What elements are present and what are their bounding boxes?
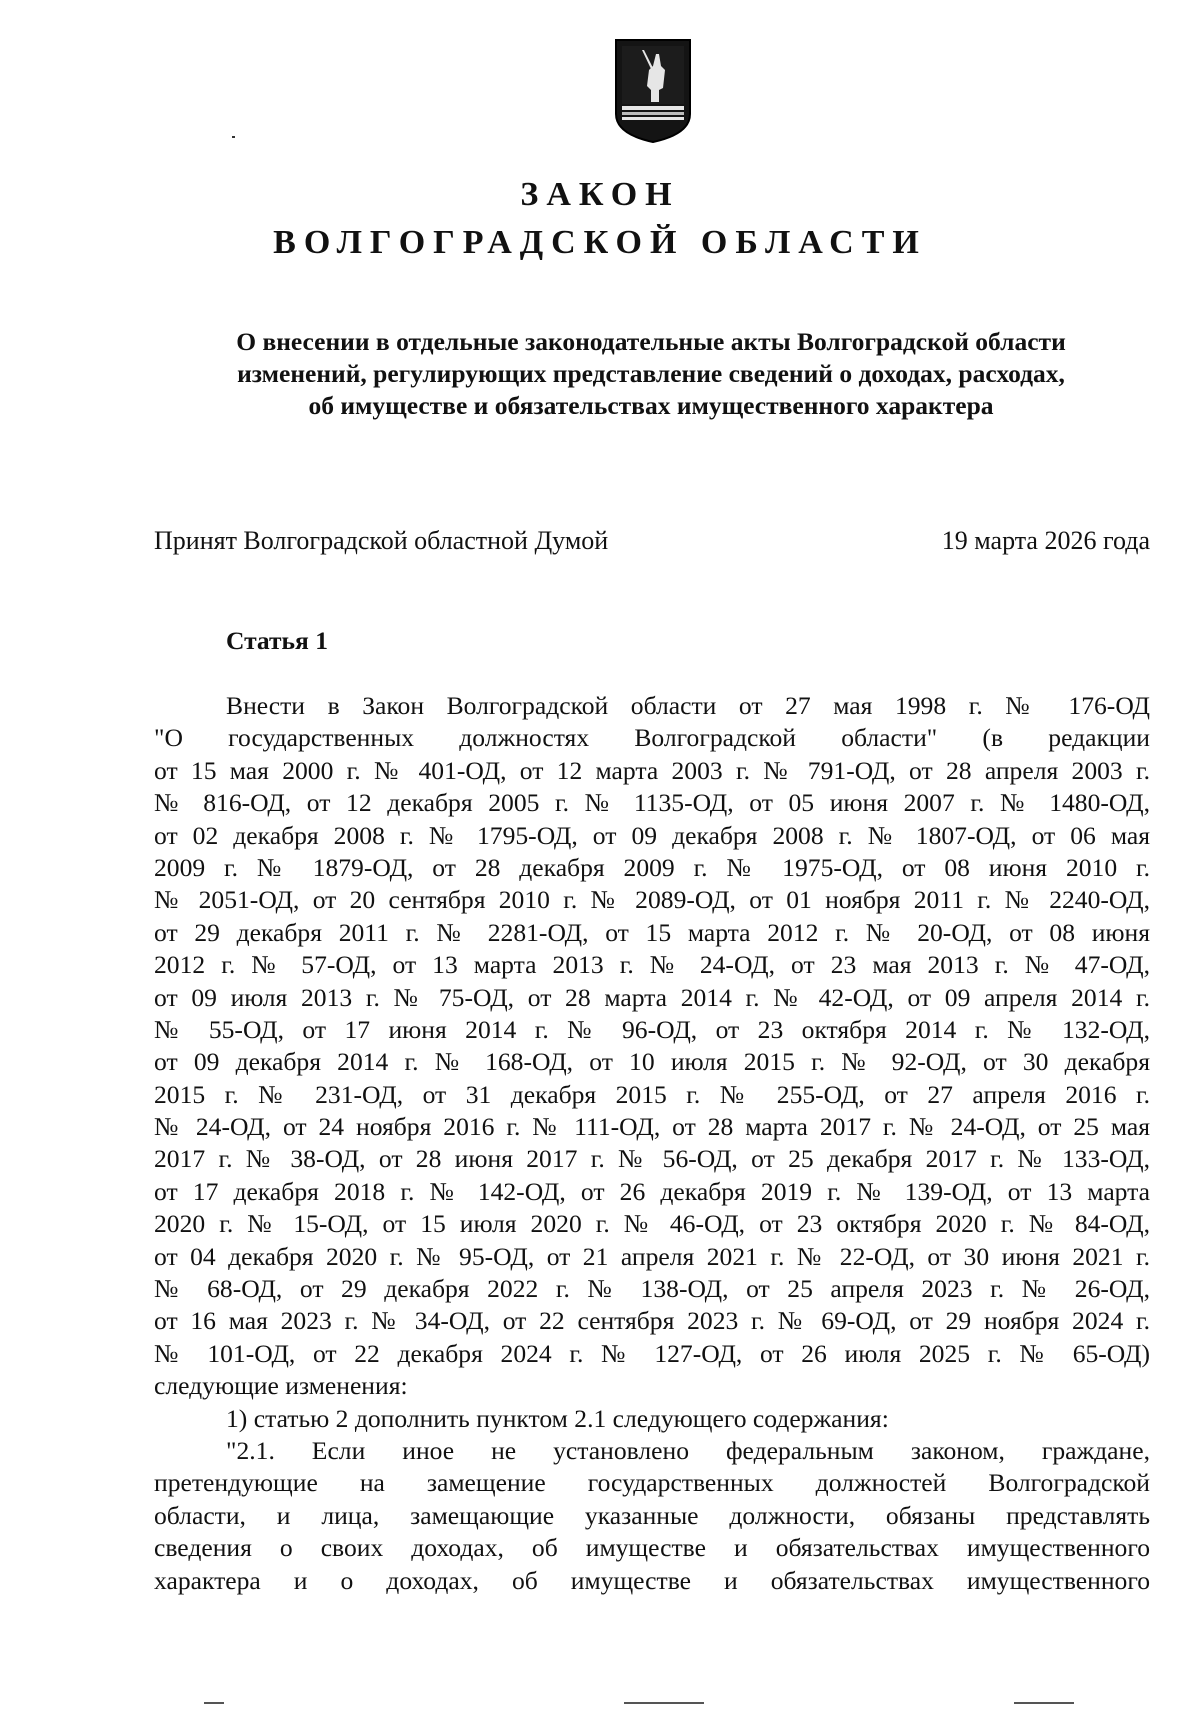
scan-speck <box>232 136 235 138</box>
article-line: от 04 декабря 2020 г. № 95-ОД, от 21 апреля 2021 г. № 22-ОД, от 30 июня 2021 г. <box>154 1241 1150 1271</box>
article-line: претендующие на замещение государственных должностей Волгоградской <box>154 1468 1150 1498</box>
law-subject-line: изменений, регулирующих представление сведений о доходах, расходах, <box>237 359 1065 388</box>
article-line: № 101-ОД, от 22 декабря 2024 г. № 127-ОД, от 26 июля 2025 г. № 65-ОД) <box>154 1338 1150 1368</box>
cut-off-fragment <box>624 1702 704 1704</box>
article-line: 2017 г. № 38-ОД, от 28 июня 2017 г. № 56-ОД, от 25 декабря 2017 г. № 133-ОД, <box>154 1144 1150 1174</box>
article-line: № 55-ОД, от 17 июня 2014 г. № 96-ОД, от 23 октября 2014 г. № 132-ОД, <box>154 1014 1150 1044</box>
article-line: № 24-ОД, от 24 ноября 2016 г. № 111-ОД, от 28 марта 2017 г. № 24-ОД, от 25 мая <box>154 1112 1150 1142</box>
law-subject-line: об имуществе и обязательствах имущественного характера <box>308 391 994 420</box>
article-line: № 68-ОД, от 29 декабря 2022 г. № 138-ОД, от 25 апреля 2023 г. № 26-ОД, <box>154 1274 1150 1304</box>
volgograd-coat-of-arms-icon <box>612 36 694 146</box>
article-line: от 15 мая 2000 г. № 401-ОД, от 12 марта 2003 г. № 791-ОД, от 28 апреля 2003 г. <box>154 755 1150 785</box>
region-title: ВОЛГОГРАДСКОЙ ОБЛАСТИ <box>273 224 927 261</box>
document-type-title: ЗАКОН <box>520 176 680 213</box>
article-line: 2009 г. № 1879-ОД, от 28 декабря 2009 г. № 1975-ОД, от 08 июня 2010 г. <box>154 852 1150 882</box>
adopted-by: Принят Волгоградской областной Думой <box>154 526 609 555</box>
article-line: характера и о доходах, об имуществе и обязательствах имущественного <box>154 1565 1150 1595</box>
article-line: Внести в Закон Волгоградской области от 27 мая 1998 г. № 176-ОД <box>226 691 1150 720</box>
article-line: от 17 декабря 2018 г. № 142-ОД, от 26 декабря 2019 г. № 139-ОД, от 13 марта <box>154 1176 1150 1206</box>
adoption-date: 19 марта 2026 года <box>941 526 1150 555</box>
article-line: 2012 г. № 57-ОД, от 13 марта 2013 г. № 24-ОД, от 23 мая 2013 г. № 47-ОД, <box>154 950 1150 980</box>
article-body <box>154 690 1150 1597</box>
article-line: от 29 декабря 2011 г. № 2281-ОД, от 15 марта 2012 г. № 20-ОД, от 08 июня <box>154 917 1150 947</box>
cut-off-fragment <box>204 1702 224 1704</box>
article-line: 2020 г. № 15-ОД, от 15 июля 2020 г. № 46-ОД, от 23 октября 2020 г. № 84-ОД, <box>154 1209 1150 1239</box>
article-line: от 09 декабря 2014 г. № 168-ОД, от 10 июля 2015 г. № 92-ОД, от 30 декабря <box>154 1047 1150 1077</box>
article-line: следующие изменения: <box>154 1371 408 1401</box>
article-line: от 16 мая 2023 г. № 34-ОД, от 22 сентября 2023 г. № 69-ОД, от 29 ноября 2024 г. <box>154 1306 1150 1336</box>
article-line: "О государственных должностях Волгоградской области" (в редакции <box>154 723 1150 753</box>
article-line: № 2051-ОД, от 20 сентября 2010 г. № 2089-ОД, от 01 ноября 2011 г. № 2240-ОД, <box>154 885 1150 915</box>
article-line: № 816-ОД, от 12 декабря 2005 г. № 1135-ОД, от 05 июня 2007 г. № 1480-ОД, <box>154 788 1150 818</box>
article-line: от 09 июля 2013 г. № 75-ОД, от 28 марта 2014 г. № 42-ОД, от 09 апреля 2014 г. <box>154 982 1150 1012</box>
article-heading: Статья 1 <box>226 626 328 655</box>
article-line: области, и лица, замещающие указанные должности, обязаны представлять <box>154 1500 1150 1530</box>
article-line: сведения о своих доходах, об имуществе и обязательствах имущественного <box>154 1533 1150 1563</box>
cut-off-fragment <box>1014 1702 1074 1704</box>
law-subject-line: О внесении в отдельные законодательные акты Волгоградской области <box>236 327 1066 356</box>
article-line: от 02 декабря 2008 г. № 1795-ОД, от 09 декабря 2008 г. № 1807-ОД, от 06 мая <box>154 820 1150 850</box>
cut-off-next-line <box>154 1700 1150 1710</box>
article-line: "2.1. Если иное не установлено федеральным законом, граждане, <box>226 1435 1150 1465</box>
article-line: 1) статью 2 дополнить пунктом 2.1 следующего содержания: <box>226 1403 889 1433</box>
article-line: 2015 г. № 231-ОД, от 31 декабря 2015 г. № 255-ОД, от 27 апреля 2016 г. <box>154 1079 1150 1109</box>
law-subject <box>150 326 1152 422</box>
